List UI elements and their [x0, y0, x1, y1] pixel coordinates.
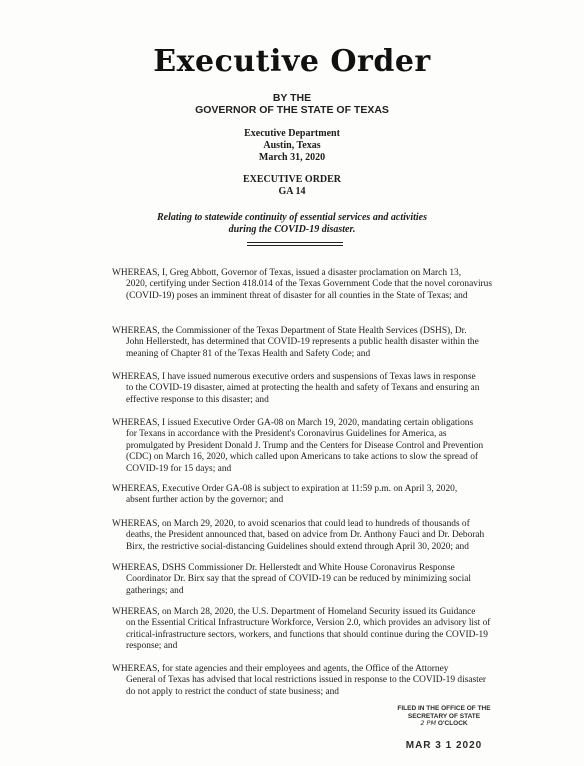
stamp-time: 2 PM: [420, 719, 437, 727]
stamp-time-line: [389, 720, 499, 728]
department-location: Austin, Texas: [263, 140, 321, 151]
order-number: GA 14: [278, 186, 306, 197]
subject-line-2: during the COVID-19 disaster.: [228, 224, 356, 235]
whereas-paragraph: WHEREAS, on March 28, 2020, the U.S. Department of Homeland Security issued its Guidance on the Essential Critical Infrastructure Workforce, Version 2.0, which provides an advisory list of critical-infrastructure sectors, workers, and functions that should continue during the COVID-19 response; and: [112, 607, 491, 652]
document-date: March 31, 2020: [258, 152, 326, 163]
whereas-paragraph: WHEREAS, DSHS Commissioner Dr. Hellerstedt and White House Coronavirus Response Coordinator Dr. Birx say that the spread of COVID-19 can be reduced by minimizing social gatherings; and: [112, 563, 471, 596]
whereas-paragraph: WHEREAS, I, Greg Abbott, Governor of Texas, issued a disaster proclamation on March 13, 2020, certifying under Section 418.014 of the Texas Government Code that the novel coronavirus (COVID-19) poses an imminent threat of disaster for all counties in the State of Texas; and: [112, 268, 493, 301]
order-block: [0, 174, 584, 198]
filing-stamp: [389, 705, 499, 749]
order-label: EXECUTIVE ORDER: [242, 174, 342, 185]
by-line: BY THE: [272, 92, 312, 104]
subject-block: [0, 212, 584, 236]
governor-line: GOVERNOR OF THE STATE OF TEXAS: [195, 104, 389, 116]
department-name: Executive Department: [244, 128, 340, 139]
whereas-paragraph: WHEREAS, I have issued numerous executive orders and suspensions of Texas laws in response to the COVID-19 disaster, aimed at protecting the health and safety of Texans and ensuring an effective response to this disaster; and: [112, 372, 480, 405]
whereas-paragraph: WHEREAS, Executive Order GA-08 is subject to expiration at 11:59 p.m. on April 3, 2020, absent further action by the governor; and: [112, 484, 458, 506]
stamp-line-2: SECRETARY OF STATE: [407, 712, 481, 720]
stamp-date: MAR 3 1 2020: [405, 739, 483, 751]
whereas-paragraph: WHEREAS, for state agencies and their employees and agents, the Office of the Attorney General of Texas has advised that local restrictions issued in response to the COVID-19 disaster do not apply to restrict the conduct of state business; and: [112, 664, 487, 697]
subject-line-1: Relating to statewide continuity of essential services and activities: [157, 212, 427, 223]
whereas-paragraph: WHEREAS, on March 29, 2020, to avoid scenarios that could lead to hundreds of thousands of deaths, the President announced that, based on advice from Dr. Anthony Fauci and Dr. Deborah Birx, the restrictive social-distancing Guidelines should extend through April 30, 2020; and: [112, 519, 485, 552]
stamp-oclock: O'CLOCK: [437, 720, 468, 727]
department-block: [0, 128, 584, 164]
divider-rule: [247, 242, 343, 246]
document-title: Executive Order: [153, 44, 431, 79]
whereas-paragraph: WHEREAS, I issued Executive Order GA-08 on March 19, 2020, mandating certain obligations for Texans in accordance with the President's Coronavirus Guidelines for America, as promulgated by President Donald J. Trump and the Centers for Disease Control and Prevention (CDC) on March 16, 2020, which called upon Americans to take actions to slow the spread of COVID-19 for 15 days; and: [112, 418, 484, 474]
whereas-paragraph: WHEREAS, the Commissioner of the Texas Department of State Health Services (DSHS), Dr. John Hellerstedt, has determined that COVID-19 represents a public health disaster within the meaning of Chapter 81 of the Texas Health and Safety Code; and: [112, 326, 479, 359]
stamp-line-1: FILED IN THE OFFICE OF THE: [397, 705, 491, 712]
